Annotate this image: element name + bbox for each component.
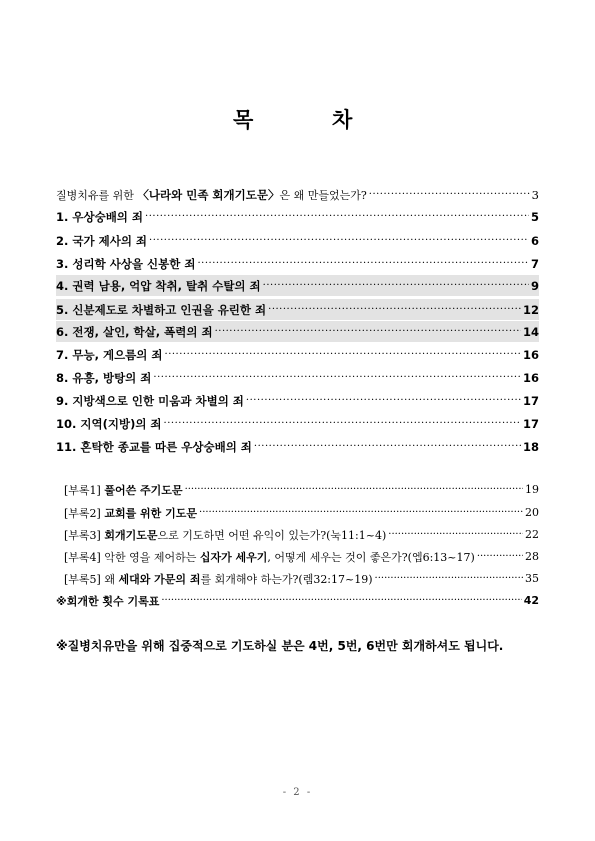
toc-entry-text: 2. 국가 제사의 죄 <box>56 233 148 248</box>
toc-intro-text <box>56 187 367 203</box>
toc-intro-row[interactable] <box>56 184 539 205</box>
toc-page-number: 18 <box>522 439 539 454</box>
toc-entry[interactable] <box>56 206 539 227</box>
appendix-bold: 교회를 위한 기도문 <box>104 506 198 520</box>
toc-page-number: 3 <box>531 187 539 202</box>
leader-dots <box>268 303 521 317</box>
page-number-footer: - 2 - <box>282 787 313 798</box>
toc-page-number: 17 <box>522 416 539 431</box>
appendix-entry[interactable] <box>64 502 539 523</box>
appendix-rest: 으로 기도하면 어떤 유익이 있는가?(눅11:1~4) <box>157 528 387 542</box>
toc-page-number: 12 <box>522 302 539 317</box>
appendix-bold: 풀어쓴 주기도문 <box>104 483 183 497</box>
appendix-bold: 십자가 세우기 <box>199 550 268 564</box>
leader-dots <box>197 257 529 271</box>
leader-dots <box>153 371 521 385</box>
appendix-entry-text <box>64 527 386 543</box>
leader-dots <box>161 594 521 608</box>
appendix-rest: 를 회개해야 하는가?(렘32:17~19) <box>200 572 373 586</box>
leader-dots <box>375 572 523 586</box>
appendix-entry-text <box>64 505 197 521</box>
toc-entry[interactable] <box>56 436 539 457</box>
appendix-bold: 회개기도문 <box>104 528 158 542</box>
appendix-entry[interactable] <box>64 479 539 500</box>
toc-entry-text: 6. 전쟁, 살인, 학살, 폭력의 죄 <box>56 324 213 339</box>
leader-dots <box>263 279 529 293</box>
toc-entry-text: 10. 지역(지방)의 죄 <box>56 416 162 431</box>
toc-entry-highlighted[interactable] <box>56 321 539 342</box>
appendix-label: [부록4] 악한 영을 제어하는 <box>64 550 200 564</box>
appendix-entry[interactable] <box>64 546 539 567</box>
toc-intro-prefix: 질병치유를 위한 <box>56 188 138 202</box>
toc-entry[interactable] <box>56 367 539 388</box>
appendix-label: [부록3] <box>64 528 105 542</box>
appendix-page-number: 22 <box>525 528 539 541</box>
appendix-page-number: 20 <box>525 506 539 519</box>
note-text: ※질병치유만을 위해 집중적으로 기도하실 분은 4번, 5번, 6번만 회개하셔도 됩니다. <box>56 639 504 653</box>
leader-dots <box>369 188 530 202</box>
toc-entry-text: 4. 권력 남용, 억압 착취, 탈취 수탈의 죄 <box>56 278 261 293</box>
appendix-bold: 세대와 가문의 죄 <box>118 572 201 586</box>
leader-dots <box>165 348 521 362</box>
toc-entry[interactable] <box>56 230 539 251</box>
record-entry-text <box>56 593 159 609</box>
title-char-1: 목 <box>233 107 256 132</box>
leader-dots <box>477 550 523 564</box>
leader-dots <box>199 506 523 520</box>
toc-entry-text: 7. 무능, 게으름의 죄 <box>56 347 163 362</box>
appendix-entry-text <box>64 482 183 498</box>
toc-entry[interactable] <box>56 344 539 365</box>
appendix-rest: , 어떻게 세우는 것이 좋은가?(엡6:13~17) <box>267 550 475 564</box>
leader-dots <box>164 417 521 431</box>
appendix-label: [부록5] 왜 <box>64 572 119 586</box>
toc-entry-text: 1. 우상숭배의 죄 <box>56 209 144 224</box>
toc-entry[interactable] <box>56 253 539 274</box>
toc-entry[interactable] <box>56 413 539 434</box>
title-char-2: 차 <box>332 107 355 132</box>
leader-dots <box>215 325 521 339</box>
record-page-number: 42 <box>523 594 539 607</box>
toc-entry-text: 11. 혼탁한 종교를 따른 우상숭배의 죄 <box>56 439 252 454</box>
toc-entry[interactable] <box>56 390 539 411</box>
leader-dots <box>254 440 521 454</box>
appendix-entry[interactable] <box>64 524 539 545</box>
record-text: ※회개한 횟수 기록표 <box>56 594 160 608</box>
toc-entry-highlighted[interactable] <box>56 275 539 296</box>
leader-dots <box>149 234 529 248</box>
toc-entry-text: 3. 성리학 사상을 신봉한 죄 <box>56 256 196 271</box>
toc-page-number: 5 <box>530 209 539 224</box>
record-entry[interactable] <box>56 590 539 611</box>
toc-entry-text: 9. 지방색으로 인한 미움과 차별의 죄 <box>56 393 244 408</box>
toc-entry-highlighted[interactable] <box>56 299 539 320</box>
appendix-entry-text <box>64 549 475 565</box>
appendix-entry[interactable] <box>64 568 539 589</box>
toc-page-number: 16 <box>522 370 539 385</box>
toc-page-number: 6 <box>530 233 539 248</box>
appendix-page-number: 19 <box>525 483 539 496</box>
leader-dots <box>388 528 523 542</box>
leader-dots <box>185 483 523 497</box>
appendix-page-number: 35 <box>525 572 539 585</box>
toc-page-number: 9 <box>530 278 539 293</box>
toc-page-number: 16 <box>522 347 539 362</box>
toc-page-number: 7 <box>530 256 539 271</box>
appendix-entry-text <box>64 571 373 587</box>
toc-entry-text: 5. 신분제도로 차별하고 인권을 유린한 죄 <box>56 302 267 317</box>
appendix-label: [부록1] <box>64 483 105 497</box>
leader-dots <box>145 210 529 224</box>
toc-page-number: 14 <box>522 324 539 339</box>
appendix-page-number: 28 <box>525 550 539 563</box>
toc-entry-text: 8. 유흥, 방탕의 죄 <box>56 370 152 385</box>
toc-intro-suffix: 은 왜 만들었는가? <box>279 188 367 202</box>
appendix-label: [부록2] <box>64 506 105 520</box>
toc-intro-bold: 〈나라와 민족 회개기도문〉 <box>137 187 280 202</box>
toc-page-number: 17 <box>522 393 539 408</box>
leader-dots <box>246 394 521 408</box>
